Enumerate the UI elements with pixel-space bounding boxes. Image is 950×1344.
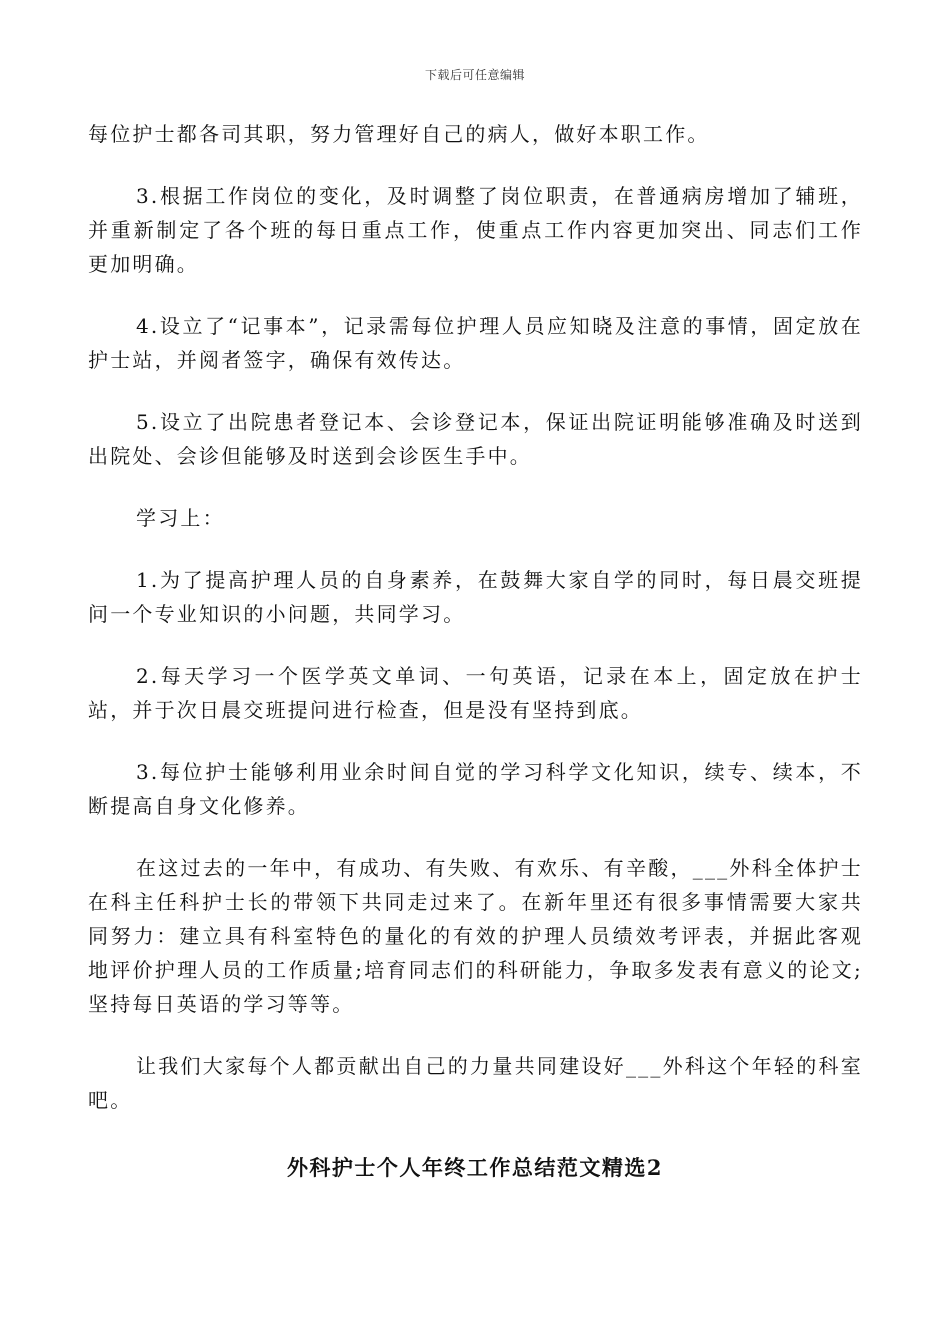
paragraph-closing: 让我们大家每个人都贡献出自己的力量共同建设好___外科这个年轻的科室吧。 <box>88 1054 863 1112</box>
body-text <box>88 117 863 1145</box>
paragraph-study-heading: 学习上： <box>136 506 225 530</box>
paragraph-study-2: 2.每天学习一个医学英文单词、一句英语，记录在本上，固定放在护士站，并于次日晨交班提问进行检查，但是没有坚持到底。 <box>88 664 863 722</box>
paragraph-summary: 在这过去的一年中，有成功、有失败、有欢乐、有辛酸，___外科全体护士在科主任科护士长的带领下共同走过来了。在新年里还有很多事情需要大家共同努力：建立具有科室特色的量化的有效的护理人员绩效考评表，并据此客观地评价护理人员的工作质量;培育同志们的科研能力，争取多发表有意义的论文;坚持每日英语的学习等等。 <box>88 856 863 1016</box>
paragraph-item-4: 4.设立了“记事本”，记录需每位护理人员应知晓及注意的事情，固定放在护士站，并阅者签字，确保有效传达。 <box>88 314 863 372</box>
paragraph-study-3: 3.每位护士能够利用业余时间自觉的学习科学文化知识，续专、续本，不断提高自身文化修养。 <box>88 760 863 818</box>
paragraph-study-1: 1.为了提高护理人员的自身素养，在鼓舞大家自学的同时，每日晨交班提问一个专业知识的小问题，共同学习。 <box>88 568 863 626</box>
paragraph-item-3: 3.根据工作岗位的变化，及时调整了岗位职责，在普通病房增加了辅班，并重新制定了各个班的每日重点工作，使重点工作内容更加突出、同志们工作更加明确。 <box>88 184 863 276</box>
section-title: 外科护士个人年终工作总结范文精选2 <box>286 1155 664 1180</box>
paragraph-continuation: 每位护士都各司其职，努力管理好自己的病人，做好本职工作。 <box>88 122 710 146</box>
paragraph-item-5: 5.设立了出院患者登记本、会诊登记本，保证出院证明能够准确及时送到出院处、会诊但能够及时送到会诊医生手中。 <box>88 410 863 468</box>
header-note: 下载后可任意编辑 <box>424 68 525 82</box>
